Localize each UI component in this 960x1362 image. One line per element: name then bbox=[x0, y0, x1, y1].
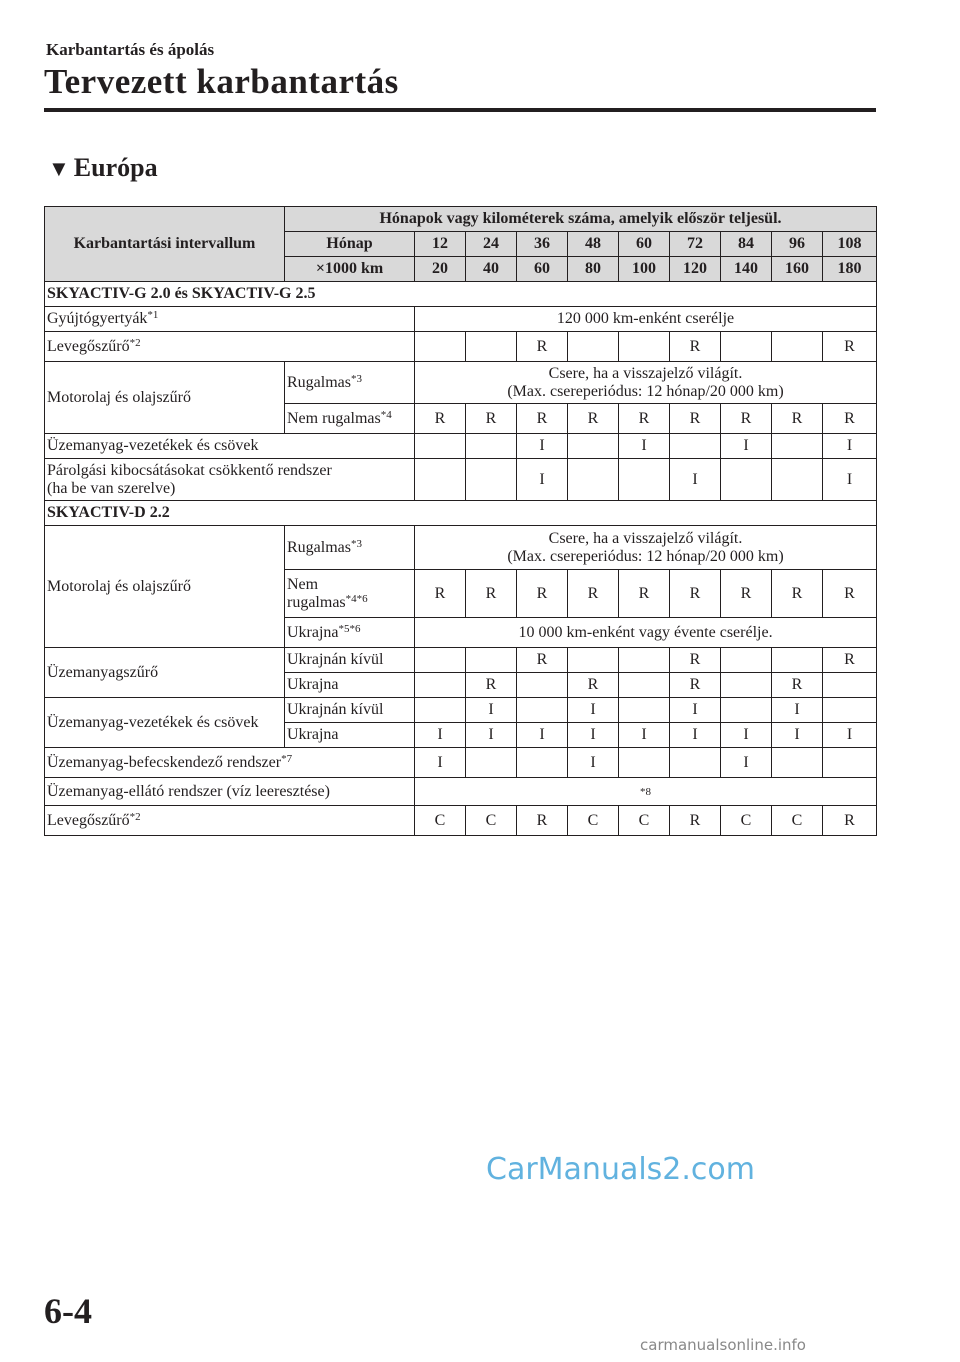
month-cell: 96 bbox=[772, 232, 823, 257]
ukraine-text: 10 000 km-enként vagy évente cserélje. bbox=[415, 618, 877, 648]
value-cell: I bbox=[568, 748, 619, 778]
value-cell bbox=[823, 698, 877, 723]
ukraine-sub-label: Ukrajna bbox=[285, 673, 415, 698]
value-cell: I bbox=[721, 723, 772, 748]
value-cell: R bbox=[823, 806, 877, 836]
flexible-text: Csere, ha a visszajelző világít. (Max. csereperiódus: 12 hónap/20 000 km) bbox=[415, 362, 877, 404]
value-cell bbox=[415, 648, 466, 673]
value-cell bbox=[517, 673, 568, 698]
fuel-filter-label: Üzemanyagszűrő bbox=[45, 648, 285, 698]
engine-oil-label: Motorolaj és olajszűrő bbox=[45, 362, 285, 434]
km-cell: 120 bbox=[670, 257, 721, 282]
value-cell: R bbox=[619, 570, 670, 618]
km-cell: 180 bbox=[823, 257, 877, 282]
title-rule bbox=[44, 108, 876, 112]
value-cell: I bbox=[568, 723, 619, 748]
value-cell bbox=[772, 459, 823, 501]
value-cell bbox=[466, 332, 517, 362]
value-cell: R bbox=[823, 404, 877, 434]
value-cell: R bbox=[415, 404, 466, 434]
value-cell: I bbox=[721, 434, 772, 459]
month-cell: 36 bbox=[517, 232, 568, 257]
value-cell bbox=[466, 459, 517, 501]
value-cell bbox=[823, 748, 877, 778]
value-cell bbox=[415, 332, 466, 362]
spark-plugs-text: 120 000 km-enként cserélje bbox=[415, 307, 877, 332]
km-cell: 20 bbox=[415, 257, 466, 282]
top-header: Hónapok vagy kilométerek száma, amelyik először teljesül. bbox=[285, 207, 877, 232]
watermark-logo: CarManuals2.com bbox=[486, 1152, 756, 1187]
value-cell: C bbox=[772, 806, 823, 836]
page-title: Tervezett karbantartás bbox=[44, 62, 399, 101]
flexible-text: Csere, ha a visszajelző világít. (Max. csereperiódus: 12 hónap/20 000 km) bbox=[415, 526, 877, 570]
diesel-engine-oil-label: Motorolaj és olajszűrő bbox=[45, 526, 285, 648]
value-cell bbox=[568, 648, 619, 673]
outside-ukraine-label: Ukrajnán kívül bbox=[285, 698, 415, 723]
value-cell: R bbox=[670, 673, 721, 698]
month-cell: 108 bbox=[823, 232, 877, 257]
value-cell: I bbox=[670, 698, 721, 723]
value-cell bbox=[415, 434, 466, 459]
value-cell bbox=[772, 434, 823, 459]
month-cell: 24 bbox=[466, 232, 517, 257]
value-cell: I bbox=[823, 434, 877, 459]
value-cell: R bbox=[466, 404, 517, 434]
value-cell bbox=[415, 673, 466, 698]
value-cell: R bbox=[568, 570, 619, 618]
petrol-section-row: SKYACTIV-G 2.0 és SKYACTIV-G 2.5 bbox=[45, 282, 877, 307]
value-cell bbox=[670, 748, 721, 778]
value-cell: R bbox=[568, 404, 619, 434]
value-cell: R bbox=[517, 404, 568, 434]
value-cell bbox=[415, 459, 466, 501]
value-cell: I bbox=[517, 459, 568, 501]
value-cell: I bbox=[619, 723, 670, 748]
value-cell: R bbox=[772, 673, 823, 698]
value-cell bbox=[670, 434, 721, 459]
km-cell: 160 bbox=[772, 257, 823, 282]
evap-system-label: Párolgási kibocsátásokat csökkentő rendszer (ha be van szerelve) bbox=[45, 459, 415, 501]
value-cell bbox=[466, 434, 517, 459]
fuel-supply-label: Üzemanyag-ellátó rendszer (víz leeresztése) bbox=[45, 778, 415, 806]
value-cell bbox=[466, 748, 517, 778]
month-cell: 48 bbox=[568, 232, 619, 257]
non-flexible-label: Nem rugalmas$^{*4*6}$ bbox=[285, 570, 415, 618]
interval-header: Karbantartási intervallum bbox=[45, 207, 285, 282]
month-cell: 12 bbox=[415, 232, 466, 257]
fuel-supply-note: *8 bbox=[415, 778, 877, 806]
flexible-label: Rugalmas$^{*3}$ bbox=[285, 526, 415, 570]
value-cell bbox=[619, 673, 670, 698]
value-cell bbox=[721, 648, 772, 673]
ukraine-label: Ukrajna$^{*5*6}$ bbox=[285, 618, 415, 648]
value-cell: R bbox=[721, 404, 772, 434]
month-cell: 84 bbox=[721, 232, 772, 257]
value-cell bbox=[772, 748, 823, 778]
value-cell: I bbox=[670, 459, 721, 501]
km-cell: 140 bbox=[721, 257, 772, 282]
value-cell: C bbox=[721, 806, 772, 836]
value-cell: I bbox=[466, 723, 517, 748]
value-cell: R bbox=[517, 806, 568, 836]
value-cell bbox=[466, 648, 517, 673]
value-cell bbox=[772, 332, 823, 362]
value-cell: R bbox=[415, 570, 466, 618]
header-row bbox=[45, 207, 877, 232]
value-cell: I bbox=[517, 434, 568, 459]
km-cell: 40 bbox=[466, 257, 517, 282]
air-filter-label: Levegőszűrő$^{*2}$ bbox=[45, 332, 415, 362]
value-cell bbox=[619, 748, 670, 778]
chapter-kicker: Karbantartás és ápolás bbox=[46, 40, 215, 59]
value-cell: I bbox=[823, 723, 877, 748]
value-cell: I bbox=[619, 434, 670, 459]
month-cell: 72 bbox=[670, 232, 721, 257]
km-cell: 80 bbox=[568, 257, 619, 282]
value-cell: R bbox=[670, 570, 721, 618]
value-cell: I bbox=[823, 459, 877, 501]
km-label: ×1000 km bbox=[285, 257, 415, 282]
value-cell: R bbox=[823, 570, 877, 618]
diesel-air-filter-label: Levegőszűrő$^{*2}$ bbox=[45, 806, 415, 836]
value-cell: R bbox=[670, 404, 721, 434]
value-cell: I bbox=[772, 723, 823, 748]
injector-label: Üzemanyag-befecskendező rendszer$^{*7}$ bbox=[45, 748, 415, 778]
value-cell bbox=[619, 459, 670, 501]
value-cell: C bbox=[568, 806, 619, 836]
value-cell: I bbox=[568, 698, 619, 723]
value-cell bbox=[568, 459, 619, 501]
fuel-lines-label: Üzemanyag-vezetékek és csövek bbox=[45, 434, 415, 459]
km-cell: 60 bbox=[517, 257, 568, 282]
value-cell bbox=[772, 648, 823, 673]
value-cell bbox=[568, 434, 619, 459]
value-cell: I bbox=[466, 698, 517, 723]
value-cell: I bbox=[517, 723, 568, 748]
non-flexible-label: Nem rugalmas$^{*4}$ bbox=[285, 404, 415, 434]
value-cell: R bbox=[721, 570, 772, 618]
footer-site: carmanualsonline.info bbox=[640, 1336, 806, 1354]
value-cell: R bbox=[823, 332, 877, 362]
value-cell bbox=[619, 648, 670, 673]
value-cell: R bbox=[823, 648, 877, 673]
value-cell bbox=[721, 673, 772, 698]
maintenance-schedule-table bbox=[44, 206, 877, 836]
value-cell: I bbox=[721, 748, 772, 778]
flexible-label: Rugalmas$^{*3}$ bbox=[285, 362, 415, 404]
value-cell: R bbox=[619, 404, 670, 434]
value-cell bbox=[721, 332, 772, 362]
diesel-fuel-lines-label: Üzemanyag-vezetékek és csövek bbox=[45, 698, 285, 748]
value-cell: R bbox=[670, 648, 721, 673]
value-cell: C bbox=[415, 806, 466, 836]
diesel-section-row: SKYACTIV-D 2.2 bbox=[45, 501, 877, 526]
section-title: Európa bbox=[73, 153, 158, 182]
value-cell: C bbox=[466, 806, 517, 836]
value-cell: R bbox=[517, 570, 568, 618]
value-cell: I bbox=[415, 723, 466, 748]
month-label: Hónap bbox=[285, 232, 415, 257]
value-cell bbox=[823, 673, 877, 698]
value-cell bbox=[721, 459, 772, 501]
value-cell: R bbox=[466, 570, 517, 618]
value-cell: R bbox=[772, 404, 823, 434]
value-cell bbox=[568, 332, 619, 362]
ukraine-sub-label: Ukrajna bbox=[285, 723, 415, 748]
value-cell: R bbox=[568, 673, 619, 698]
section-heading bbox=[48, 153, 158, 183]
value-cell: I bbox=[670, 723, 721, 748]
value-cell: R bbox=[517, 332, 568, 362]
value-cell bbox=[517, 698, 568, 723]
value-cell: C bbox=[619, 806, 670, 836]
value-cell: I bbox=[772, 698, 823, 723]
month-cell: 60 bbox=[619, 232, 670, 257]
value-cell: R bbox=[670, 332, 721, 362]
value-cell bbox=[619, 698, 670, 723]
value-cell bbox=[721, 698, 772, 723]
value-cell: R bbox=[772, 570, 823, 618]
km-cell: 100 bbox=[619, 257, 670, 282]
value-cell: R bbox=[670, 806, 721, 836]
outside-ukraine-label: Ukrajnán kívül bbox=[285, 648, 415, 673]
spark-plugs-label: Gyújtógyertyák$^{*1}$ bbox=[45, 307, 415, 332]
triangle-marker-icon: ▼ bbox=[48, 156, 70, 181]
page-number: 6-4 bbox=[44, 1291, 92, 1331]
value-cell bbox=[415, 698, 466, 723]
value-cell: I bbox=[415, 748, 466, 778]
value-cell bbox=[517, 748, 568, 778]
value-cell: R bbox=[466, 673, 517, 698]
value-cell: R bbox=[517, 648, 568, 673]
value-cell bbox=[619, 332, 670, 362]
